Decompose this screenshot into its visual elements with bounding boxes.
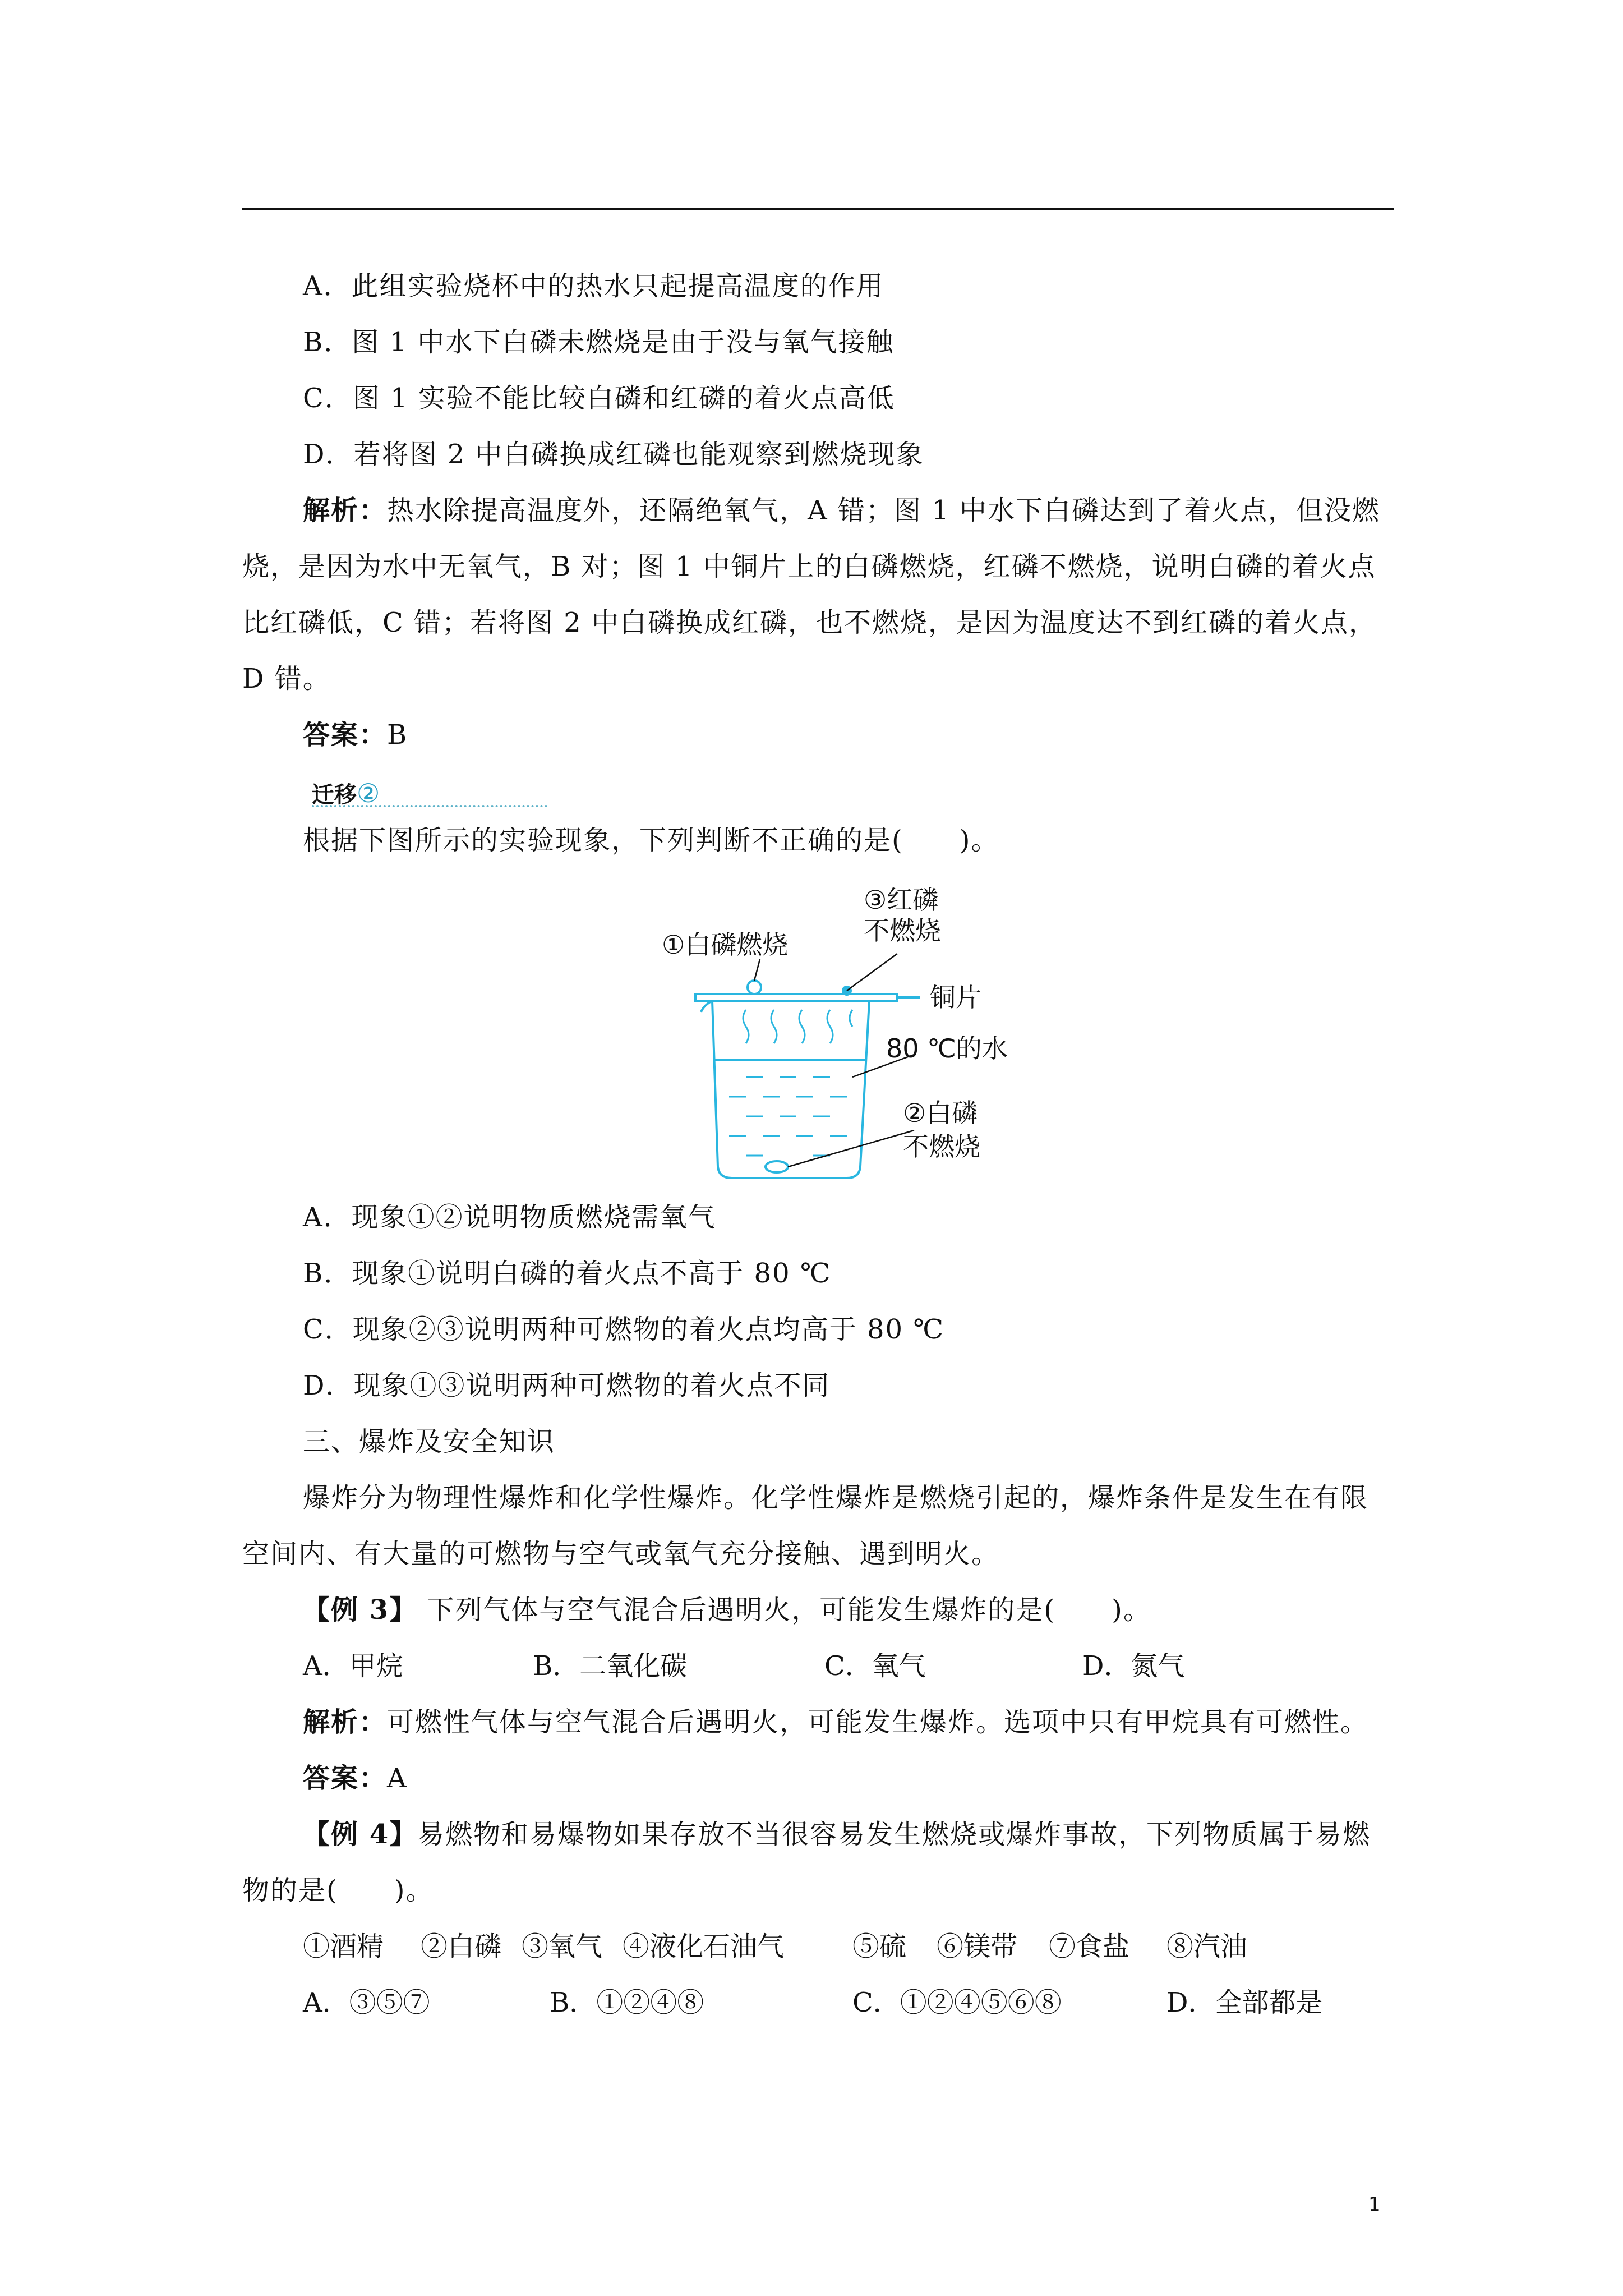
label-water: 80 ℃的水	[886, 1033, 1008, 1064]
example4-label: 【例 4】	[303, 1819, 418, 1850]
water-dashes	[729, 1077, 847, 1156]
example3-option-a: A．甲烷	[303, 1650, 403, 1682]
copper-plate	[695, 994, 897, 1001]
page-number: 1	[1368, 2193, 1381, 2216]
option-b: B．图 1 中水下白磷未燃烧是由于没与氧气接触	[303, 326, 895, 358]
question-2: 根据下图所示的实验现象，下列判断不正确的是( )。	[303, 825, 999, 856]
example3-option-b: B．二氧化碳	[533, 1650, 688, 1682]
example3-analysis: 解析：可燃性气体与空气混合后遇明火，可能发生爆炸。选项中只有甲烷具有可燃性。	[303, 1706, 1369, 1738]
example4-option-b: B．①②④⑧	[550, 1987, 704, 2018]
header-rule	[242, 208, 1394, 210]
q2-option-c: C．现象②③说明两种可燃物的着火点均高于 80 ℃	[303, 1314, 945, 1345]
analysis-line-1: 解析：热水除提高温度外，还隔绝氧气，A 错；图 1 中水下白磷达到了着火点，但没燃	[303, 495, 1380, 526]
example3-question: 【例 3】 下列气体与空气混合后遇明火，可能发生爆炸的是( )。	[303, 1594, 1151, 1626]
transfer-number: ②	[357, 778, 380, 808]
transfer-label: 迁移	[312, 782, 357, 808]
label-red-2: 不燃烧	[864, 915, 941, 946]
answer-line	[303, 718, 408, 752]
beaker-lip	[701, 1001, 712, 1012]
example4-item-8: ⑧汽油	[1166, 1931, 1248, 1962]
example4-option-d: D．全部都是	[1166, 1987, 1323, 2018]
section-title: 三、爆炸及安全知识	[303, 1426, 556, 1457]
answer-label: 答案：	[303, 719, 388, 751]
example4-item-1: ①酒精	[303, 1931, 384, 1962]
analysis-line-2: 烧，是因为水中无氧气，B 对；图 1 中铜片上的白磷燃烧，红磷不燃烧，说明白磷的着火点	[242, 551, 1376, 582]
example3-label: 【例 3】	[303, 1594, 418, 1626]
white-phosphorus-top	[748, 981, 761, 994]
transfer-heading	[312, 777, 547, 807]
label-white-under-1: ②白磷	[903, 1098, 978, 1128]
steam-lines	[743, 1010, 852, 1043]
example4-option-c: C．①②④⑤⑥⑧	[852, 1987, 1062, 2018]
beaker	[712, 1001, 869, 1178]
example4-item-3: ③氧气	[522, 1931, 603, 1962]
analysis-label: 解析：	[303, 495, 388, 526]
label-red-1: ③红磷	[864, 885, 939, 915]
example3-option-d: D．氮气	[1082, 1650, 1185, 1682]
label-white-burn: ①白磷燃烧	[662, 930, 789, 960]
example4-item-2: ②白磷	[421, 1931, 502, 1962]
section-para-1: 爆炸分为物理性爆炸和化学性爆炸。化学性爆炸是燃烧引起的，爆炸条件是发生在有限	[303, 1482, 1369, 1513]
option-c: C．图 1 实验不能比较白磷和红磷的着火点高低	[303, 383, 895, 414]
label-line-white	[754, 959, 760, 981]
label-line-red	[847, 954, 897, 991]
example4-question: 【例 4】易燃物和易爆物如果存放不当很容易发生燃烧或爆炸事故，下列物质属于易燃	[303, 1819, 1371, 1850]
example4-option-a: A．③⑤⑦	[303, 1987, 430, 2018]
q2-option-d: D．现象①③说明两种可燃物的着火点不同	[303, 1370, 831, 1401]
analysis-line-3: 比红磷低，C 错；若将图 2 中白磷换成红磷，也不燃烧，是因为温度达不到红磷的着火点，	[242, 607, 1377, 638]
answer-value: B	[387, 719, 408, 751]
q2-option-b: B．现象①说明白磷的着火点不高于 80 ℃	[303, 1258, 832, 1289]
label-copper: 铜片	[930, 982, 981, 1013]
example3-answer-label: 答案：	[303, 1763, 388, 1794]
example4-question-2: 物的是( )。	[242, 1875, 434, 1906]
white-phosphorus-water	[766, 1161, 788, 1172]
example4-item-6: ⑥镁带	[937, 1931, 1018, 1962]
label-white-under-2: 不燃烧	[903, 1131, 980, 1162]
analysis-line-4: D 错。	[242, 663, 331, 694]
option-d: D．若将图 2 中白磷换成红磷也能观察到燃烧现象	[303, 439, 924, 470]
example4-item-4: ④液化石油气	[623, 1931, 785, 1962]
experiment-figure	[662, 875, 1054, 1189]
example3-answer: 答案：A	[303, 1763, 408, 1794]
example4-item-7: ⑦食盐	[1049, 1931, 1130, 1962]
example3-option-c: C．氧气	[824, 1650, 926, 1682]
example3-analysis-label: 解析：	[303, 1706, 388, 1738]
example4-item-5: ⑤硫	[852, 1931, 907, 1962]
section-para-2: 空间内、有大量的可燃物与空气或氧气充分接触、遇到明火。	[242, 1538, 1000, 1570]
q2-option-a: A．现象①②说明物质燃烧需氧气	[303, 1202, 716, 1233]
option-a: A．此组实验烧杯中的热水只起提高温度的作用	[303, 270, 884, 302]
